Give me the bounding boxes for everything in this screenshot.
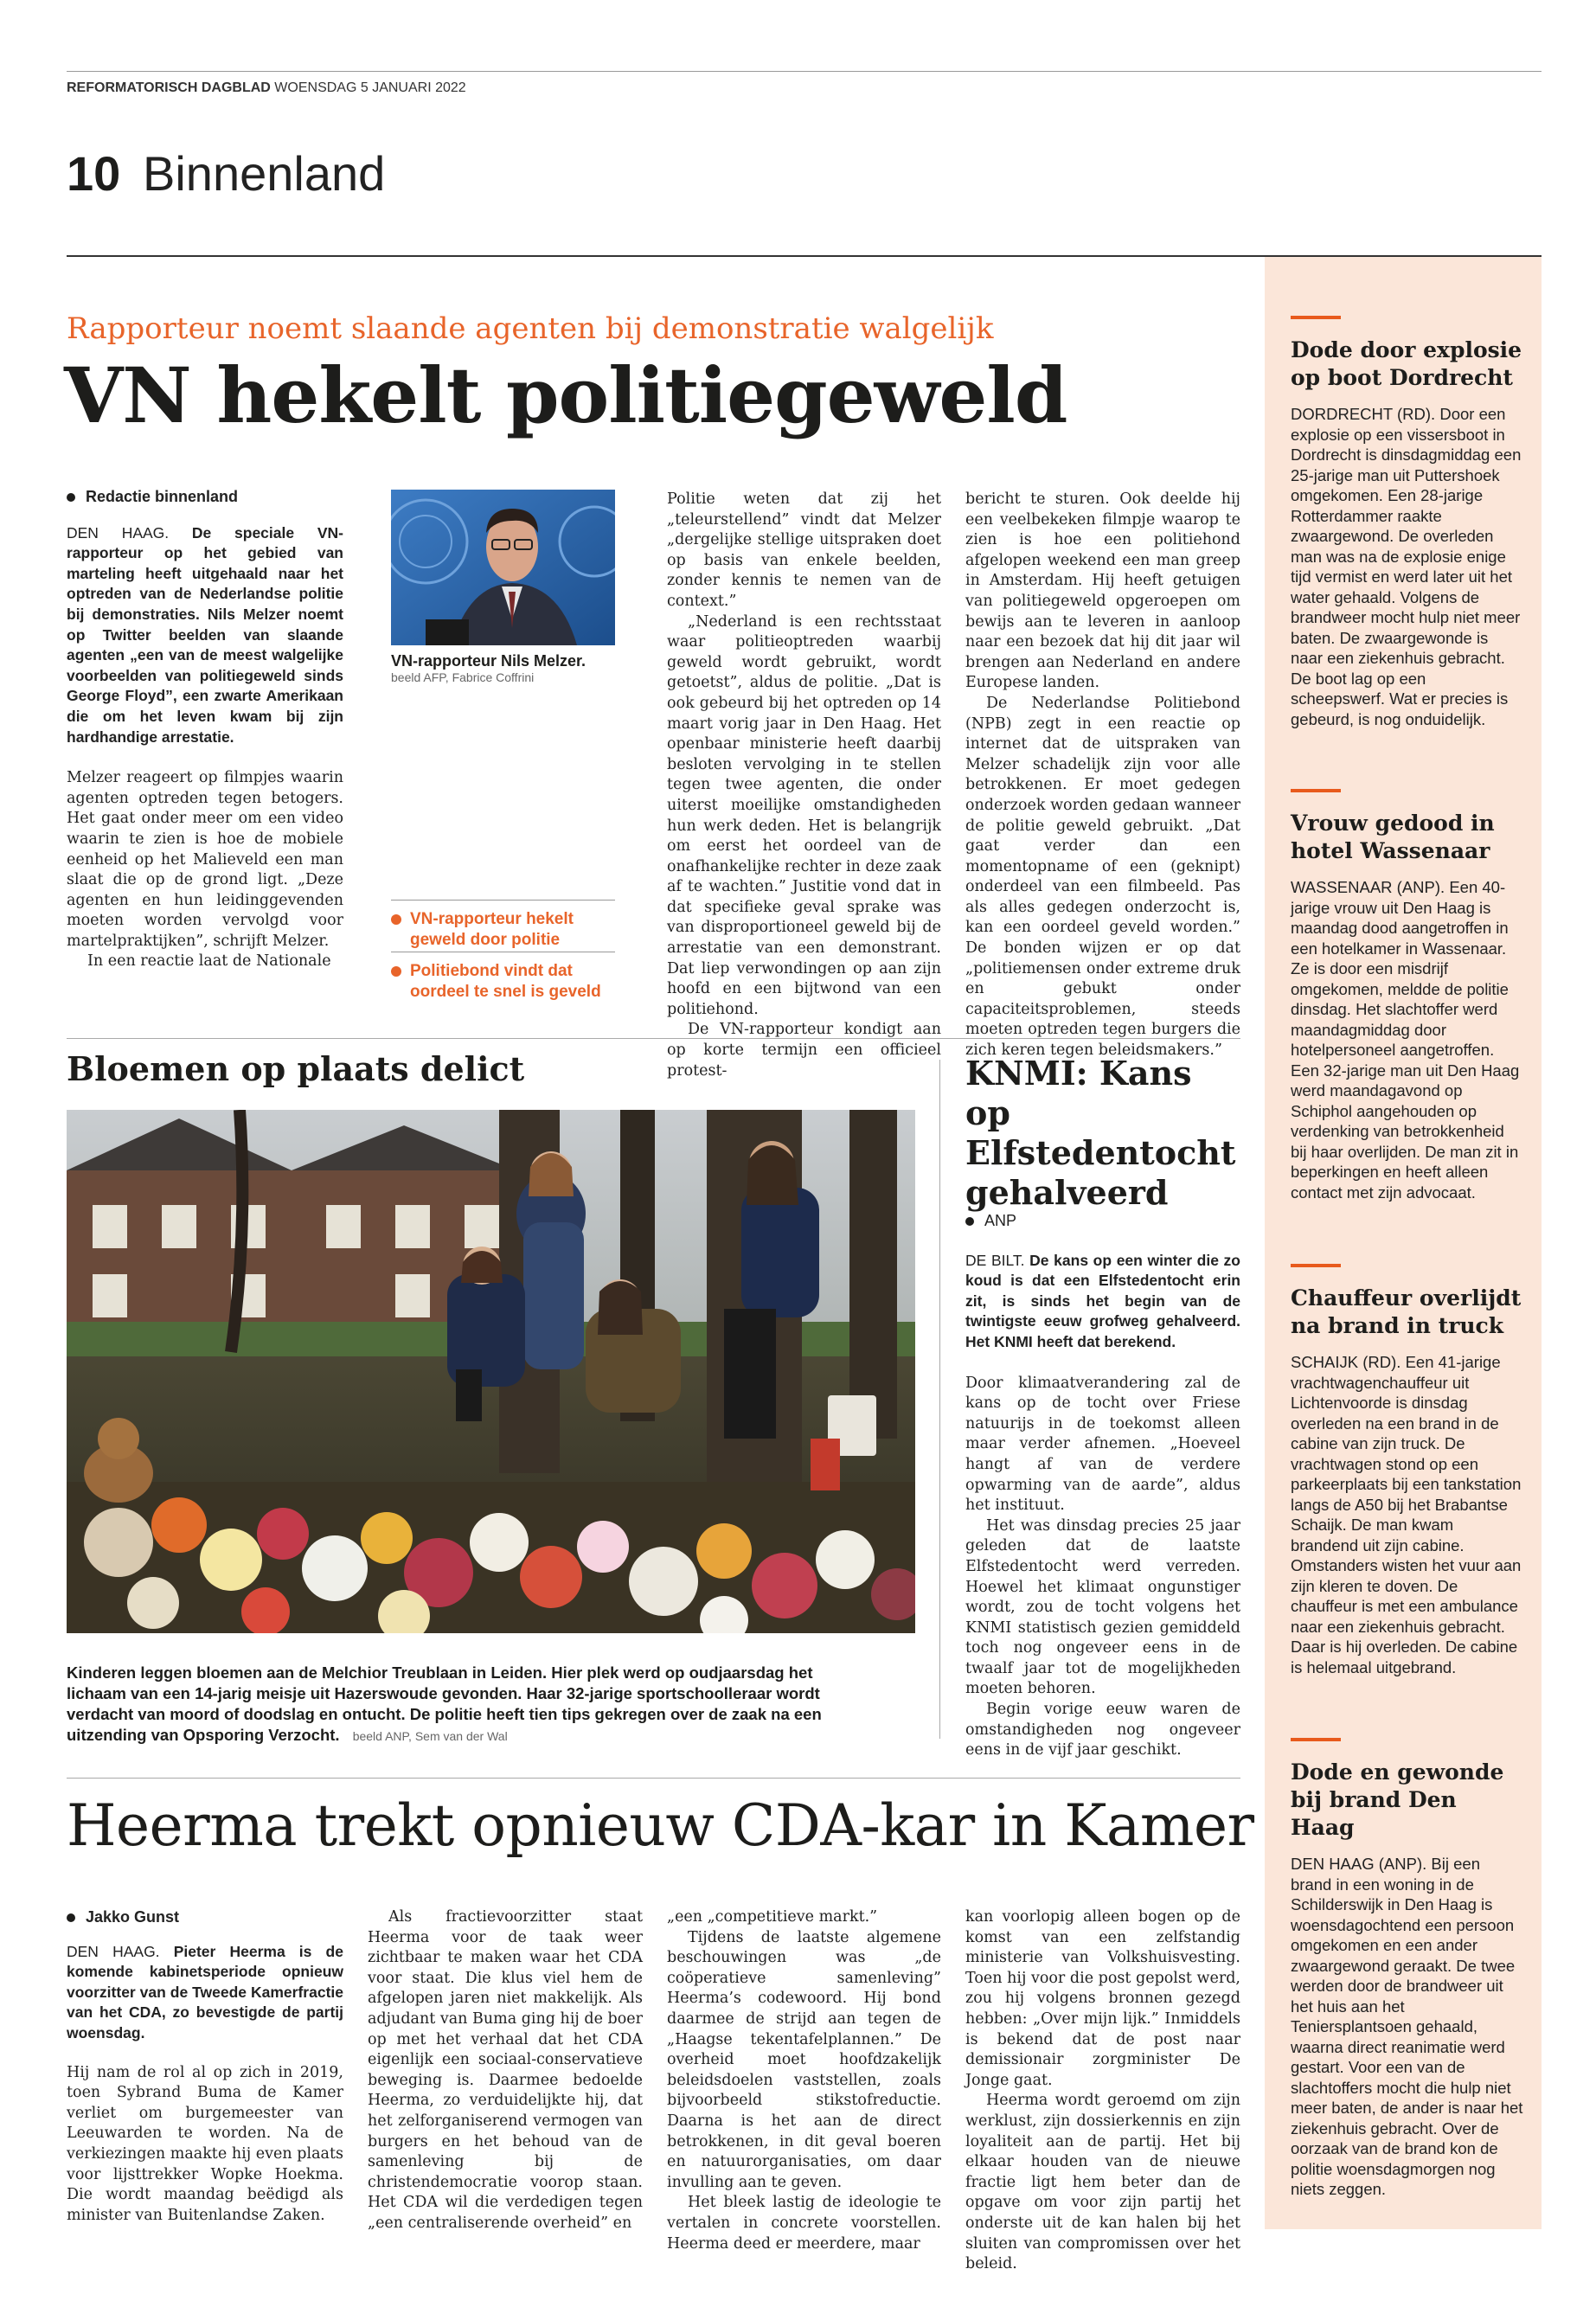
sidebar-story	[1291, 1738, 1524, 2200]
sidebar-story-title: Chauffeur overlijdt na brand in truck	[1291, 1285, 1522, 1338]
lead-text: Pieter Heerma is de komende kabinetsperiode opnieuw voorzitter van de Tweede Kamerfractie van het CDA, zo bevestigde de partij woensdag.	[67, 1942, 343, 2041]
article-paragraph: Het bleek lastig de ideologie te vertalen in concrete voorstellen. Heerma deed er meerdere, maar	[667, 2194, 941, 2253]
article-paragraph: Hij nam de rol al op zich in 2019, toen Sybrand Buma de Kamer verliet om burgemeester van Leeuwarden te worden. Na de verkiezingen maakte hij even plaats voor lijsttrekker Wopke Hoekma. Die wordt maandag beëdigd als minister van Buitenlandse Zaken.	[67, 2063, 343, 2224]
flowers-photo-graphic	[67, 1110, 915, 1633]
sidebar-story-body	[1291, 1854, 1524, 2200]
flowers-caption	[67, 1663, 845, 1747]
article-paragraph: De VN-rapporteur kondigt aan op korte termijn een officieel protest-	[667, 1021, 941, 1080]
sidebar-story-title: Vrouw gedood in hotel Wassenaar	[1291, 811, 1495, 863]
article-paragraph: Politie weten dat zij het „teleurstellend” vindt dat Melzer „dergelijke stellige uitspraken doet op basis van enkele beelden, zonder kennis te nemen van de context.”	[667, 490, 941, 610]
article-headline: VN hekelt politiegeweld	[64, 350, 1067, 440]
article-paragraph: „een „competitieve markt.”	[667, 1908, 878, 1926]
masthead-paper: REFORMATORISCH DAGBLAD	[67, 80, 271, 95]
sidebar-story-text: Door een explosie op een vissersboot in Dordrecht is dinsdagmiddag een 25-jarige man uit Puttershoek omgekomen. Een 28-jarige Rotterdammer raakte zwaargewond. De overleden man was na de explosie enige tijd vermist en werd later uit het water gehaald. Volgens de brandweer mocht hulp niet meer baten. De zwaargewonde is naar een ziekenhuis gebracht. De boot lag op een scheepswerf. Wat er precies is gebeurd, is nog onduidelijk.	[1291, 405, 1522, 728]
byline-text: Redactie binnenland	[86, 488, 239, 505]
dateline: DE BILT.	[965, 1251, 1025, 1269]
article-paragraph: Begin vorige eeuw waren de omstandigheden nog ongeveer eens in de vijf jaar geschikt.	[965, 1701, 1240, 1759]
section-divider	[67, 1778, 1240, 1779]
news-sidebar	[1265, 257, 1542, 2229]
knmi-lead	[965, 1251, 1240, 1353]
highlight-text: VN-rapporteur hekelt geweld door politie	[410, 910, 574, 949]
sidebar-story-body	[1291, 404, 1524, 729]
sidebar-story	[1291, 1264, 1524, 1677]
sidebar-story-title: Dode door explosie op boot Dordrecht	[1291, 337, 1522, 390]
byline-text: Jakko Gunst	[86, 1908, 180, 1926]
section-divider	[67, 1038, 1240, 1039]
article-paragraph: Melzer reageert op filmpjes waarin agenten optreden tegen betogers. Het gaat onder meer om een video waarin te zien is hoe de mobiele eenheid op het Malieveld een man slaat die op de grond ligt. „Deze agenten en hun leidinggevenden moeten worden vervolgd voor martelpraktijken”, schrijft Melzer.	[67, 769, 343, 950]
sidebar-dateline: SCHAIJK (RD).	[1291, 1353, 1401, 1371]
knmi-column	[965, 1211, 1240, 1761]
highlight-text: Politiebond vindt dat oordeel te snel is geveld	[410, 962, 601, 1001]
heerma-lead	[67, 1942, 343, 2044]
heerma-headline: Heerma trekt opnieuw CDA-kar in Kamer	[67, 1792, 1254, 1859]
melzer-photo	[391, 490, 615, 645]
knmi-headline: KNMI: Kans op Elfstedentocht gehalveerd	[965, 1054, 1236, 1212]
sidebar-story-text: Een 40-jarige vrouw uit Den Haag is maandag dood aangetroffen in een hotelkamer in Wassenaar. Ze is door een misdrijf omgekomen, meldde de politie dinsdag. Het slachtoffer werd maandagmiddag door hotelpersoneel aangetroffen. Een 32-jarige man uit Den Haag werd maandagavond op Schiphol aangehouden op verdenking van betrokkenheid bij haar overlijden. De man zit in beperkingen en heeft alleen contact met zijn advocaat.	[1291, 878, 1520, 1202]
photo-credit: beeld AFP, Fabrice Coffrini	[391, 670, 535, 684]
article-column-1	[67, 487, 343, 972]
sidebar-accent-dash	[1291, 1738, 1341, 1741]
article-paragraph: Het was dinsdag precies 25 jaar geleden dat de laatste Elfstedentocht werd verreden. Hoewel het klimaat ongunstiger wordt, zou de tocht volgens het KNMI statistisch gezien gemiddeld toch nog ongeveer eens in de twaalf jaar tot de mogelijkheden moeten behoren.	[965, 1516, 1240, 1698]
flowers-headline: Bloemen op plaats delict	[67, 1049, 525, 1088]
highlight-2	[391, 952, 615, 1003]
article-column-4	[965, 490, 1240, 1061]
article-paragraph: De Nederlandse Politiebond (NPB) zegt in een reactie op internet dat de uitspraken van Melzer schadelijk zijn voor alle betrokkenen. Er moet gedegen onderzoek worden gedaan wanneer de politie geweld gebruikt. „Dat gaat verder dan een momentopname of een (geknipt) onderdeel van een filmbeeld. Pas als alles gedegen onderzocht is, kan een oordeel geveld worden.” De bonden wijzen er op dat „politiemensen onder extreme druk en gebukt onder capaciteitsproblemen, steeds moeten optreden tegen burgers die zich keren tegen beleidsmakers.”	[965, 694, 1240, 1060]
lead-text: De speciale VN-rapporteur op het gebied van marteling heeft uitgehaald naar het optreden van de Nederlandse politie bij demonstraties. Nils Melzer noemt op Twitter beelden van slaande agenten „een van de meest walgelijke voorbeelden van politiegeweld sinds George Floyd”, een zwarte Amerikaan die om het leven kwam bij zijn hardhandige arrestatie.	[67, 523, 343, 746]
flowers-photo-credit: beeld ANP, Sem van der Wal	[352, 1729, 508, 1743]
heerma-column-2	[368, 1907, 643, 2234]
sidebar-dateline: DEN HAAG (ANP).	[1291, 1855, 1427, 1873]
byline-dot	[965, 1217, 974, 1226]
byline	[67, 487, 343, 508]
sidebar-accent-dash	[1291, 789, 1341, 792]
heerma-column-1	[67, 1907, 343, 2226]
sidebar-dateline: WASSENAAR (ANP).	[1291, 878, 1445, 896]
highlight-1	[391, 900, 615, 951]
sidebar-accent-dash	[1291, 1264, 1341, 1267]
dateline: DEN HAAG.	[67, 523, 170, 542]
masthead-date: WOENSDAG 5 JANUARI 2022	[274, 80, 466, 95]
sidebar-story-body	[1291, 877, 1524, 1202]
column-divider	[939, 1060, 940, 1739]
melzer-photo-caption	[391, 652, 615, 684]
page-number: 10	[67, 146, 121, 201]
flowers-photo	[67, 1110, 915, 1633]
article-paragraph: Door klimaatverandering zal de kans op de tocht over Friese natuurijs in de toekomst alleen maar verder afnemen. „Hoeveel hangt af van de verdere opwarming van de aarde”, aldus het instituut.	[965, 1374, 1240, 1515]
heerma-column-3	[667, 1907, 941, 2254]
flowers-caption-text: Kinderen leggen bloemen aan de Melchior Treublaan in Leiden. Hier plek werd op oudjaarsdag het lichaam van een 14-jarig meisje uit Hazerswoude gevonden. Haar 32-jarige sportschoolleraar wordt verdacht van moord of doodslag en ontucht. De politie heeft tien tips gekregen over de zaak na een uitzending van Opsporing Verzocht.	[67, 1663, 822, 1744]
byline-dot	[67, 1913, 75, 1922]
sidebar-story	[1291, 789, 1524, 1202]
article-lead	[67, 523, 343, 748]
knmi-byline	[965, 1211, 1240, 1232]
article-paragraph: In een reactie laat de Nationale	[87, 952, 331, 971]
dateline: DEN HAAG.	[67, 1942, 160, 1960]
byline-dot	[67, 493, 75, 502]
melzer-photo-graphic	[391, 490, 615, 645]
article-paragraph: bericht te sturen. Ook deelde hij een veelbekeken filmpje waarop te zien is hoe een politiehond afgelopen weekend een man greep in Amsterdam. Hij heeft getuigen van politiegeweld opgeroepen om bewijs aan te leveren in aanloop naar een bezoek dat hij dit jaar wil brengen aan Nederland en andere Europese landen.	[965, 490, 1240, 692]
article-paragraph: Heerma wordt geroemd om zijn werklust, zijn dossierkennis en zijn loyaliteit aan de partij. Het bij elkaar houden van de nieuwe fractie ligt hem beter dan de opgave om voor zijn partij het onderste uit de kan halen bij het sluiten van compromissen over het beleid.	[965, 2092, 1240, 2273]
heerma-column-4	[965, 1907, 1240, 2275]
sidebar-story-text: Bij een brand in een woning in de Schilderswijk in Den Haag is woensdagochtend een persoon omgekomen en een ander zwaargewond geraakt. De twee werden door de brandweer uit het huis aan het Teniersplantsoen gehaald, waarna direct reanimatie werd gestart. Voor een van de slachtoffers mocht die hulp niet meer baten, de ander is naar het ziekenhuis gebracht. Over de oorzaak van de brand kon de politie woensdagmorgen nog niets zeggen.	[1291, 1855, 1523, 2198]
sidebar-story-text: Een 41-jarige vrachtwagenchauffeur uit Lichtenvoorde is dinsdag overleden na een brand in de cabine van zijn truck. De vrachtwagen stond op een parkeerplaats bij een tankstation langs de A50 bij het Brabantse Schaijk. De man kwam brandend uit zijn cabine. Omstanders wisten het vuur aan zijn kleren te doven. De chauffeur is met een ambulance naar een ziekenhuis gebracht. Daar is hij overleden. De cabine is helemaal uitgebrand.	[1291, 1353, 1522, 1676]
article-column-3	[667, 490, 941, 1081]
masthead	[67, 80, 466, 96]
heerma-byline	[67, 1907, 343, 1928]
highlight-dot	[391, 914, 401, 925]
lead-text: De kans op een winter die zo koud is dat een Elfstedentocht erin zit, is sinds het begin van de twintigste eeuw grofweg gehalveerd. Het KNMI heeft dat berekend.	[965, 1251, 1240, 1350]
highlight-dot	[391, 966, 401, 977]
article-kicker: Rapporteur noemt slaande agenten bij demonstratie walgelijk	[67, 311, 994, 346]
sidebar-accent-dash	[1291, 316, 1341, 319]
photo-caption: VN-rapporteur Nils Melzer.	[391, 652, 586, 670]
article-paragraph: „Nederland is een rechtsstaat waar politieoptreden waarbij geweld wordt gebruikt, wordt getoetst”, aldus de politie. „Dat is ook gebeurd bij het optreden op 14 maart vorig jaar in Den Haag. Het openbaar ministerie heeft daarbij besloten vervolging in te stellen tegen twee agenten, die onder uiterst moeilijke omstandigheden hun werk deden. Het is belangrijk om eerst het oordeel van de onafhankelijke rechter in deze zaak af te wachten.” Justitie vond dat in dat specifieke geval sprake was van disproportioneel geweld bij de arrestatie van een demonstrant. Dat liep verwondingen op aan zijn hoofd en een bijtwond van een politiehond.	[667, 612, 941, 1018]
sidebar-story-title: Dode en gewonde bij brand Den Haag	[1291, 1759, 1504, 1840]
byline-text: ANP	[984, 1212, 1017, 1229]
sidebar-story	[1291, 316, 1524, 729]
sidebar-story-body	[1291, 1352, 1524, 1677]
sidebar-dateline: DORDRECHT (RD).	[1291, 405, 1436, 423]
article-paragraph: Tijdens de laatste algemene beschouwingen was „de coöperatieve samenleving” Heerma’s codewoord. Hij bond daarmee de strijd aan tegen de „Haagse tekentafelplannen.” De overheid moet hoofdzakelijk beleidsdoelen vaststellen, zoals bijvoorbeeld stikstofreductie. Daarna is het aan de direct betrokkenen, in dit geval boeren en natuurorganisaties, om daar invulling aan te geven.	[667, 1928, 941, 2191]
masthead-rule	[67, 71, 1542, 72]
article-paragraph: Als fractievoorzitter staat Heerma voor de taak weer zichtbaar te maken waar het CDA voor staat. Die klus viel hem de afgelopen jaren niet makkelijk. Als adjudant van Buma ging hij de boer op met het verhaal dat het CDA eigenlijk een sociaal-conservatieve beweging is. Daarmee bedoelde Heerma, zo verduidelijkte hij, dat het zelforganiserend vermogen van burgers en het behoud van de samenleving bij de christendemocratie voorop staan. Het CDA wil die verdedigen tegen „een centraliserende overheid” en	[368, 1908, 643, 2232]
article-paragraph: kan voorlopig alleen bogen op de komst van een zelfstandig ministerie van Volkshuisvesting. Toen hij voor die post gepolst werd, zou hij volgens bronnen gezegd hebben: „Over mijn lijk.” Inmiddels is bekend dat de post naar demissionair zorgminister De Jonge gaat.	[965, 1908, 1240, 2089]
section-name: Binnenland	[143, 146, 386, 201]
